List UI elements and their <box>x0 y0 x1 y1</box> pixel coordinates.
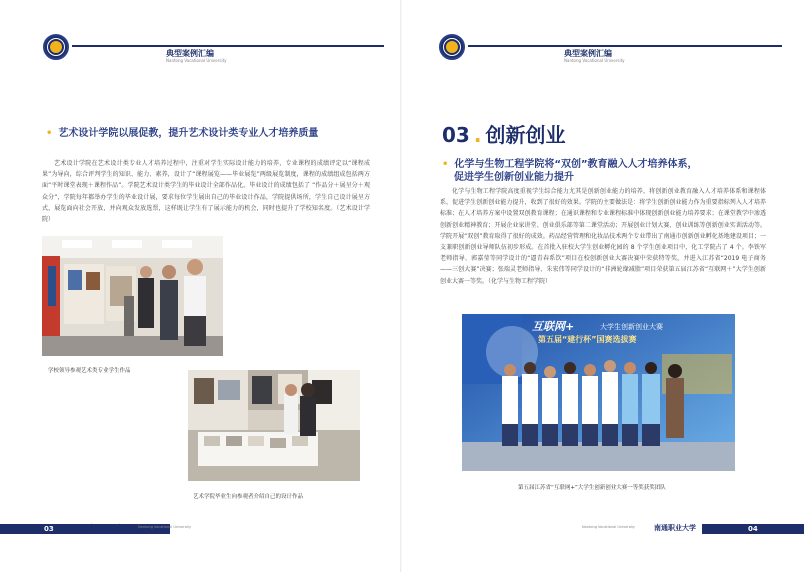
graduate-presentation-photo <box>188 370 360 481</box>
school-logo <box>43 34 69 60</box>
section-title-text: 创新创业 <box>485 123 566 147</box>
photo1-caption: 学校领导参观艺术类专业学生作品 <box>48 368 131 374</box>
right-page <box>402 0 804 572</box>
header-rule <box>468 45 782 47</box>
left-heading-text: 艺术设计学院以展促教，提升艺术设计类专业人才培养质量 <box>58 128 319 139</box>
right-body-paragraph: 化学与生物工程学院高度重视学生综合能力尤其是创新创业能力的培养，将创新创业教育融入人才培养体系和课程体系，促进学生创新创业能力提升，收到了很好的效果。学院的主要做法是：将学生创新创业能力作为重要指标列入人才培养标准；在人才培养方案中设置双创教育课程；在通识课程和专业课程标准中体现创新创业能力培养要求；在课堂教学中渗透创新创业精神教育；开展企业家讲堂、创业俱乐部等第二课堂活动；开展创业计划大赛、创业训练等创新创业实训活动等。学院开展“双创”教育取得了很好的成效。药品经营管理和化妆品技术两个专业带出了南通市创新创业孵化基地建设项目；一支兼职创新创业导师队伍初步形成。在首批入驻校大学生创业孵化园的 8 个学生创业项目中，化工学院占了 4 个。李铁军老师指导、郭嘉莹等同学设计的“逼青春系饮”项目在校创新创业大赛决赛中荣获特等奖，并进入江苏省“2019 电子商务——三创大赛”决赛；张瑞灵老师指导、朱宏伟等同学设计的“非洲轮缘减脂”项目荣获第五届江苏省“互联网＋”大学生创新创业大赛一等奖。（化学与生物工程学院） <box>440 188 766 285</box>
section-number: 03 <box>442 123 470 147</box>
heading-bullet: • <box>46 128 53 139</box>
left-footer-school-en: Nantong Vocational University <box>138 525 191 529</box>
right-heading-line2: 促进学生创新创业能力提升 <box>454 172 574 183</box>
photo2-caption: 艺术学院毕业生向参观者介绍自己的设计作品 <box>193 494 304 500</box>
left-body-paragraph: 艺术设计学院在艺术设计类专业人才培养过程中，注重对学生实际设计能力的培养，专业课程的成绩评定以“课程成果”为导向，综合评判学生的知识、能力、素养，设计了“课程展览——毕业展览”两级展览制度，课程的成绩组成包括两方面“平时课堂表现＋课程作品”。学院艺术设计类学生的毕业设计全部作品化，毕业设计的成绩包括了 “作品分＋展呈分＋观众分”，学院每年都举办学生的毕业设计展，要求每位学生展出自己的毕业设计作品，学院提供场所，学生自己设计展呈方式，展览面向社会开放，并向观众发放选票，这样既让学生有了展示能力的机会，同时也提升了学校知名度。（艺术设计学院） <box>42 160 370 224</box>
banner-round: 第五届“建行杯”国赛选拔赛 <box>538 335 637 344</box>
exhibition-visit-photo <box>42 236 223 356</box>
right-footer-school-en: Nantong Vocational University <box>582 525 635 529</box>
right-heading-line1: 化学与生物工程学院将“双创”教育融入人才培养体系， <box>454 159 698 170</box>
heading-bullet: • <box>442 159 449 170</box>
header-title: 典型案例汇编 <box>564 49 612 58</box>
banner-brand: 互联网+ <box>532 320 575 333</box>
left-page-number: 03 <box>44 525 54 533</box>
team-photo-caption: 第五届江苏省“互联网+”大学生创新创业大赛一等奖获奖团队 <box>518 485 666 491</box>
right-footer-school: 南通职业大学 <box>654 524 696 532</box>
section-title <box>442 119 565 148</box>
right-page-number: 04 <box>748 525 758 533</box>
school-logo <box>439 34 465 60</box>
banner-contest: 大学生创新创业大赛 <box>600 323 663 331</box>
header-subtitle: Nantong Vocational University <box>564 58 625 63</box>
section-separator: . <box>473 123 482 147</box>
left-section-heading <box>46 124 318 139</box>
award-team-photo <box>462 314 735 471</box>
header-title: 典型案例汇编 <box>166 49 214 58</box>
header-subtitle: Nantong Vocational University <box>166 58 227 63</box>
left-footer-school: 南通职业大学 <box>88 524 130 532</box>
header-rule <box>72 45 384 47</box>
